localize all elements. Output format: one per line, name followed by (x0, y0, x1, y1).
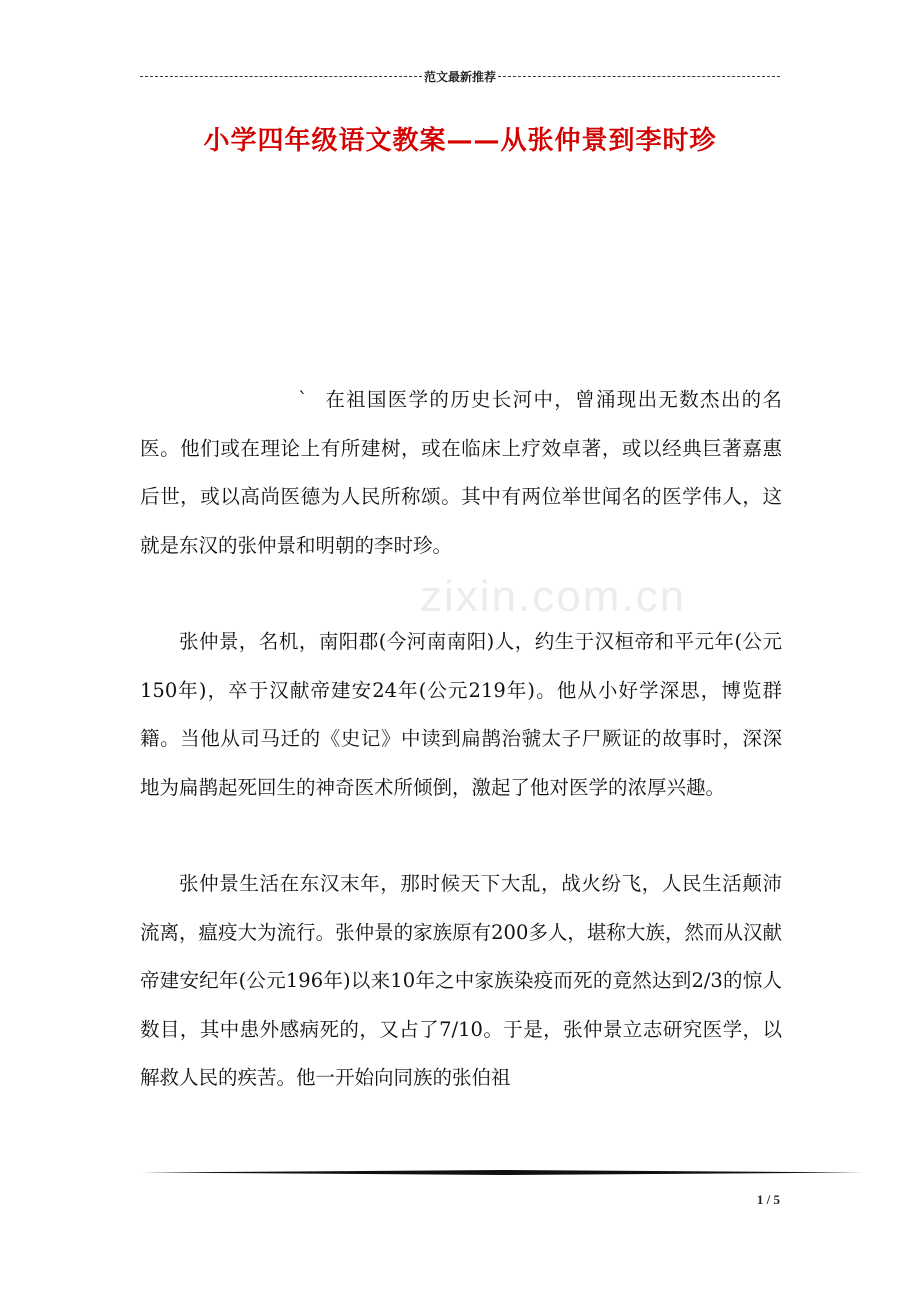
document-body (140, 376, 782, 1151)
watermark: zixin.com.cn (420, 572, 687, 621)
paragraph-lead-space (140, 376, 324, 425)
paragraph-3: 张仲景生活在东汉末年，那时候天下大乱，战火纷飞，人民生活颠沛流离，瘟疫大为流行。张仲景的家族原有200多人，堪称大族，然而从汉献帝建安纪年(公元196年)以来10年之中家族染疫而死的竟然达到2/3的惊人数目，其中患外感病死的，又占了7/10。于是，张仲景立志研究医学，以解救人民的疾苦。他一开始向同族的张伯祖 (140, 872, 782, 1089)
paragraph-1 (140, 376, 782, 570)
footer-rule (140, 1170, 864, 1175)
document-title: 小学四年级语文教案——从张仲景到李时珍 (203, 126, 717, 156)
header-dash-left (140, 76, 422, 77)
lead-mark: ` (298, 388, 308, 411)
page-number: 1 / 5 (756, 1192, 780, 1207)
paragraph-1-text: 在祖国医学的历史长河中，曾涌现出无数杰出的名医。他们或在理论上有所建树，或在临床上疗效卓著，或以经典巨著嘉惠后世，或以高尚医德为人民所称颂。其中有两位举世闻名的医学伟人，这就是东汉的张仲景和明朝的李时珍。 (140, 388, 782, 557)
page-header (140, 68, 780, 85)
paragraph-2: 张仲景，名机，南阳郡(今河南南阳)人，约生于汉桓帝和平元年(公元150年)，卒于汉献帝建安24年(公元219年)。他从小好学深思，博览群籍。当他从司马迁的《史记》中读到扁鹊治虢太子尸厥证的故事时，深深地为扁鹊起死回生的神奇医术所倾倒，激起了他对医学的浓厚兴趣。 (140, 630, 782, 799)
header-dash-right (498, 76, 780, 77)
header-label: 范文最新推荐 (424, 70, 497, 84)
